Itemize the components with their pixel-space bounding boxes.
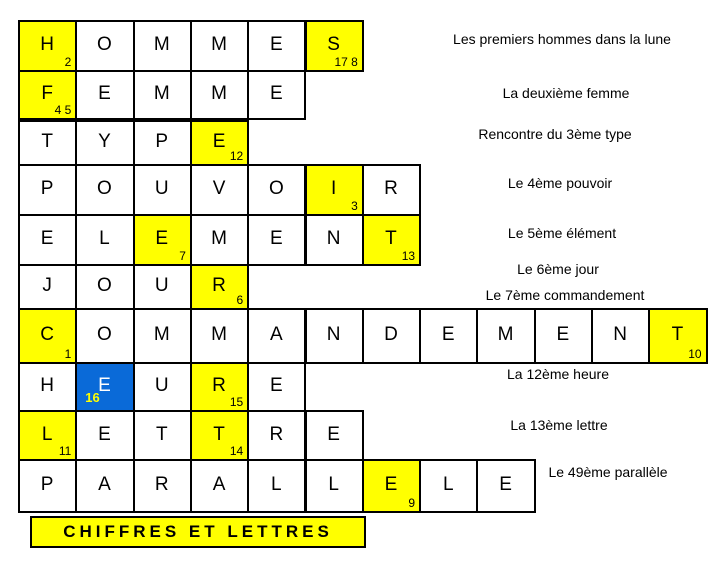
clue-text: Le 4ème pouvoir bbox=[507, 175, 613, 191]
cell-letter: D bbox=[384, 323, 399, 345]
cell-letter: A bbox=[269, 323, 284, 345]
cell-letter: L bbox=[442, 473, 455, 495]
cell-letter: P bbox=[40, 473, 55, 495]
cell-letter: T bbox=[385, 227, 398, 249]
clue-text: Rencontre du 3ème type bbox=[478, 126, 632, 142]
cell-letter: R bbox=[269, 423, 285, 445]
grid-cell-r7-c9 bbox=[476, 308, 535, 364]
grid-cell-r8-c3 bbox=[133, 362, 192, 412]
cell-letter: H bbox=[40, 33, 56, 55]
grid-cell-r3-c2 bbox=[75, 120, 134, 166]
grid-cell-r10-c3 bbox=[133, 459, 192, 513]
cell-letter: E bbox=[384, 473, 399, 495]
grid-cell-r10-c5 bbox=[247, 459, 306, 513]
grid-cell-r5-c4 bbox=[190, 214, 249, 266]
cell-letter: T bbox=[671, 323, 685, 345]
grid-cell-r7-c1 bbox=[18, 308, 77, 364]
cell-number: 11 bbox=[58, 444, 72, 458]
cell-letter: U bbox=[154, 177, 170, 199]
cell-letter: T bbox=[41, 130, 54, 152]
grid-cell-r8-c1 bbox=[18, 362, 77, 412]
grid-cell-r8-c4 bbox=[190, 362, 249, 412]
grid-cell-r5-c1 bbox=[18, 214, 77, 266]
cell-letter: E bbox=[269, 33, 284, 55]
cell-letter: L bbox=[271, 473, 283, 495]
cell-letter: O bbox=[97, 33, 113, 55]
cell-letter: T bbox=[213, 423, 226, 445]
grid-cell-r9-c4 bbox=[190, 410, 249, 461]
clue-text: Le 5ème élément bbox=[507, 225, 617, 241]
grid-cell-r10-c9 bbox=[476, 459, 535, 513]
grid-cell-r1-c4 bbox=[190, 20, 249, 72]
cell-letter: E bbox=[98, 82, 112, 104]
grid-cell-r6-c1 bbox=[18, 264, 77, 310]
clue-text: Le 49ème parallèle bbox=[548, 464, 668, 480]
cell-letter: E bbox=[40, 227, 55, 249]
cell-number: 10 bbox=[688, 347, 702, 361]
cell-number: 7 bbox=[179, 249, 186, 263]
grid-cell-r1-c5 bbox=[247, 20, 306, 72]
cell-letter: S bbox=[327, 33, 341, 55]
cell-number: 1 bbox=[64, 347, 72, 361]
clue-text: Le 6ème jour bbox=[517, 261, 599, 277]
cell-letter: M bbox=[211, 33, 228, 55]
cell-number: 4 5 bbox=[54, 103, 72, 117]
cell-letter: E bbox=[212, 130, 227, 152]
cell-number: 2 bbox=[64, 55, 72, 69]
cell-letter: M bbox=[153, 33, 171, 55]
cell-letter: O bbox=[97, 274, 113, 296]
grid-cell-r4-c5 bbox=[247, 164, 306, 216]
cell-number: 17 8 bbox=[334, 55, 358, 69]
grid-cell-r9-c3 bbox=[133, 410, 192, 461]
grid-cell-r2-c4 bbox=[190, 70, 249, 120]
cell-letter: I bbox=[331, 177, 338, 199]
grid-cell-r4-c1 bbox=[18, 164, 77, 216]
cell-letter: U bbox=[154, 374, 170, 396]
grid-cell-r3-c4 bbox=[190, 120, 249, 166]
grid-cell-r4-c2 bbox=[75, 164, 134, 216]
cell-letter: O bbox=[97, 177, 113, 199]
grid-cell-r8-c2 bbox=[75, 362, 134, 412]
cell-number: 3 bbox=[351, 199, 358, 213]
grid-cell-r3-c1 bbox=[18, 120, 77, 166]
grid-cell-r10-c6 bbox=[305, 459, 364, 513]
cell-letter: F bbox=[41, 82, 54, 104]
cell-number: 12 bbox=[229, 149, 244, 163]
cell-letter: O bbox=[268, 177, 285, 199]
cell-letter: A bbox=[212, 473, 227, 495]
grid-cell-r10-c7 bbox=[362, 459, 421, 513]
cell-letter: E bbox=[269, 227, 284, 249]
grid-cell-r9-c5 bbox=[247, 410, 306, 461]
cell-letter: M bbox=[497, 323, 515, 345]
title-text: CHIFFRES ET LETTRES bbox=[63, 522, 333, 541]
grid-cell-r6-c3 bbox=[133, 264, 192, 310]
grid-cell-r10-c1 bbox=[18, 459, 77, 513]
cell-number: 9 bbox=[408, 496, 416, 510]
clue-text: La deuxième femme bbox=[502, 85, 630, 101]
cell-number: 14 bbox=[229, 444, 244, 458]
cell-letter: U bbox=[154, 274, 170, 296]
cell-letter: O bbox=[97, 323, 113, 345]
cell-letter: N bbox=[326, 227, 342, 249]
grid-cell-r2-c5 bbox=[247, 70, 306, 120]
grid-cell-r3-c3 bbox=[133, 120, 192, 166]
clue-text: Le 7ème commandement bbox=[485, 287, 645, 303]
grid-cell-r5-c2 bbox=[75, 214, 134, 266]
cell-letter: P bbox=[40, 177, 55, 199]
grid-cell-r7-c7 bbox=[362, 308, 421, 364]
cell-letter: N bbox=[613, 323, 629, 345]
grid-cell-r10-c2 bbox=[75, 459, 134, 513]
clue-text: Les premiers hommes dans la lune bbox=[453, 31, 671, 47]
grid-cell-r7-c10 bbox=[534, 308, 593, 364]
cell-letter: N bbox=[326, 323, 342, 345]
grid-cell-r5-c3 bbox=[133, 214, 192, 266]
cell-letter: R bbox=[154, 473, 170, 495]
title-banner bbox=[30, 516, 366, 548]
grid-cell-r7-c5 bbox=[247, 308, 306, 364]
grid-cell-r7-c3 bbox=[133, 308, 192, 364]
grid-cell-r1-c1 bbox=[18, 20, 77, 72]
cell-letter: E bbox=[556, 323, 571, 345]
grid-cell-r2-c1 bbox=[18, 70, 77, 120]
grid-cell-r8-c5 bbox=[247, 362, 306, 412]
cell-letter: J bbox=[42, 274, 53, 296]
cell-letter: E bbox=[98, 374, 112, 396]
cell-number: 13 bbox=[401, 249, 416, 263]
grid-cell-r7-c12 bbox=[648, 308, 707, 364]
cell-letter: T bbox=[155, 423, 169, 445]
grid-cell-r1-c2 bbox=[75, 20, 134, 72]
cell-letter: L bbox=[328, 473, 340, 495]
clue-text: La 13ème lettre bbox=[510, 417, 608, 433]
grid-cell-r5-c5 bbox=[247, 214, 306, 266]
cell-letter: L bbox=[99, 227, 111, 249]
cell-letter: A bbox=[98, 473, 112, 495]
grid-cell-r6-c2 bbox=[75, 264, 134, 310]
cell-letter: R bbox=[212, 274, 227, 296]
grid-cell-r7-c8 bbox=[419, 308, 478, 364]
cell-letter: E bbox=[269, 82, 284, 104]
cell-number: 16 bbox=[85, 390, 100, 405]
grid-cell-r1-c3 bbox=[133, 20, 192, 72]
grid-cell-r7-c6 bbox=[305, 308, 364, 364]
cell-letter: L bbox=[41, 423, 54, 445]
grid-cell-r5-c7 bbox=[362, 214, 421, 266]
cell-letter: V bbox=[212, 177, 227, 199]
grid-cell-r9-c2 bbox=[75, 410, 134, 461]
clue-text: La 12ème heure bbox=[507, 366, 609, 382]
grid-cell-r2-c2 bbox=[75, 70, 134, 120]
cell-number: 15 bbox=[229, 395, 244, 409]
cell-letter: E bbox=[98, 423, 112, 445]
grid-cell-r9-c6 bbox=[305, 410, 364, 461]
cell-letter: C bbox=[40, 323, 56, 345]
cell-letter: Y bbox=[98, 130, 112, 152]
grid-cell-r6-c4 bbox=[190, 264, 249, 310]
cell-letter: P bbox=[155, 130, 170, 152]
cell-number: 6 bbox=[236, 293, 244, 307]
cell-letter: E bbox=[155, 227, 170, 249]
cell-letter: E bbox=[269, 374, 284, 396]
cell-letter: M bbox=[211, 323, 228, 345]
grid-cell-r1-c6 bbox=[305, 20, 364, 72]
cell-letter: E bbox=[499, 473, 513, 495]
grid-cell-r4-c4 bbox=[190, 164, 249, 216]
cell-letter: R bbox=[384, 177, 399, 199]
grid-cell-r5-c6 bbox=[305, 214, 364, 266]
cell-letter: M bbox=[153, 323, 171, 345]
grid-cell-r7-c11 bbox=[591, 308, 650, 364]
cell-letter: M bbox=[153, 82, 171, 104]
grid-cell-r7-c2 bbox=[75, 308, 134, 364]
grid-cell-r7-c4 bbox=[190, 308, 249, 364]
cell-letter: E bbox=[441, 323, 456, 345]
cell-letter: E bbox=[327, 423, 341, 445]
grid-cell-r4-c3 bbox=[133, 164, 192, 216]
grid-cell-r10-c8 bbox=[419, 459, 478, 513]
grid-cell-r9-c1 bbox=[18, 410, 77, 461]
cell-letter: H bbox=[40, 374, 56, 396]
grid-cell-r2-c3 bbox=[133, 70, 192, 120]
grid-cell-r10-c4 bbox=[190, 459, 249, 513]
grid-cell-r4-c7 bbox=[362, 164, 421, 216]
cell-letter: M bbox=[211, 227, 228, 249]
cell-letter: R bbox=[212, 374, 227, 396]
grid-cell-r4-c6 bbox=[305, 164, 364, 216]
cell-letter: M bbox=[211, 82, 228, 104]
